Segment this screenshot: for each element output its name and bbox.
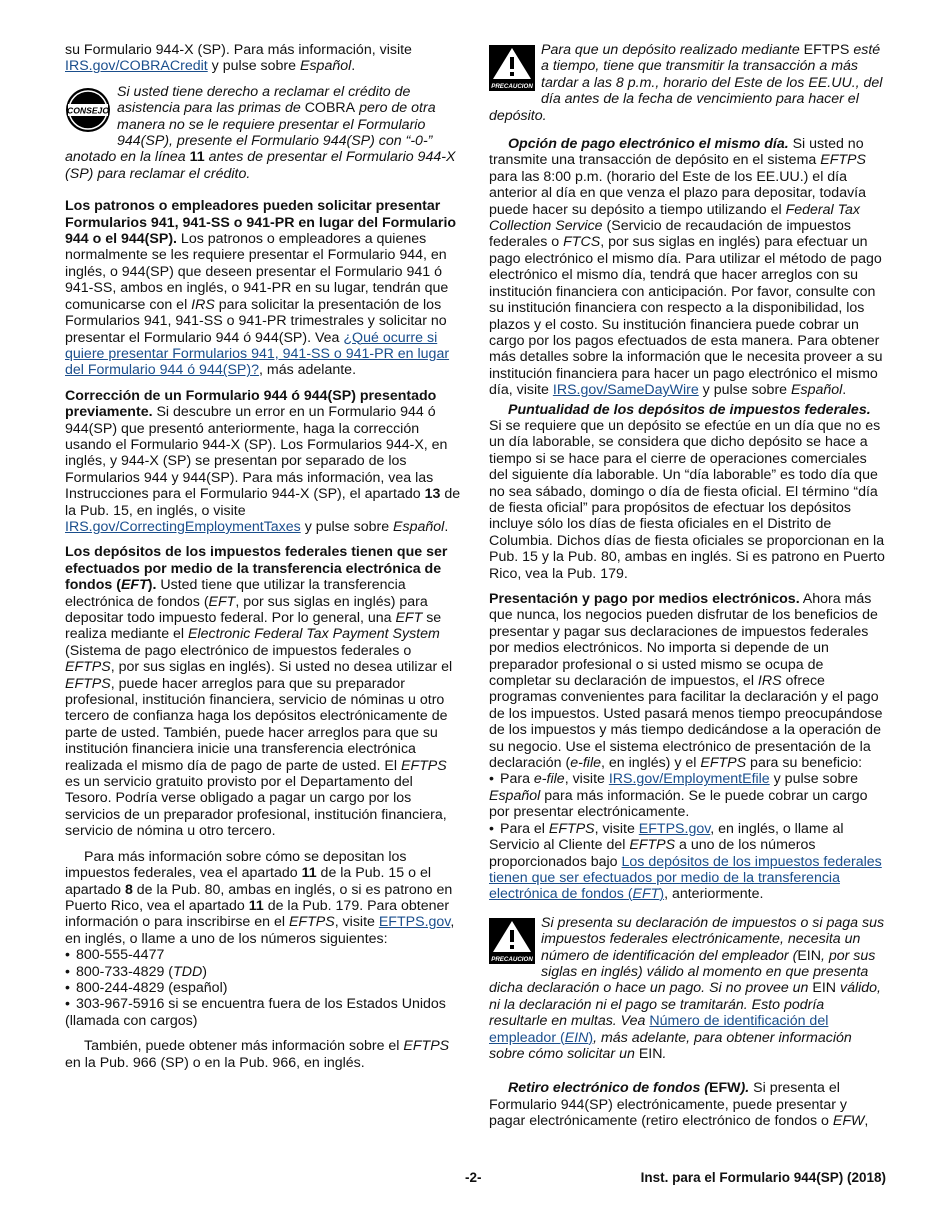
bullet-icon: • xyxy=(65,996,70,1013)
link-eftps-gov[interactable]: EFTPS.gov xyxy=(378,914,451,931)
link-same-day-wire[interactable]: IRS.gov/SameDayWire xyxy=(552,382,699,399)
link-ein-section[interactable]: Número de identificación del empleador (EIN) xyxy=(489,1013,829,1046)
link-eft-deposits-section[interactable]: Los depósitos de los impuestos federales tienen que ser efectuados por medio de la transferencia electrónica de fondos (EFT) xyxy=(489,853,882,903)
list-item: • Para el EFTPS, visite EFTPS.gov, en inglés, o llame al Servicio al Cliente del EFTPS a uno de los números proporcionados bajo Los depósitos de los impuestos federales tienen que ser efectuados por medio de la transferencia electrónica de fondos (EFT), anteriormente. xyxy=(489,820,882,903)
caution-note-ein: PRECAUCION Si presenta su declaración de impuestos o si paga sus impuestos federales electrónicamente, necesita un número de identificación del empleador (EIN, por sus siglas en inglés) válido al momento en que presenta dicha declaración o hace un pago. Si no provee un EIN válido, ni la declaración ni el pago se tramitarán. Esto podría resultarle en multas. Vea Número de identificación del empleador (EIN), más adelante, para obtener información sobre cómo solicitar un EIN. xyxy=(489,914,885,1062)
paragraph-same-day-payment: Opción de pago electrónico el mismo día. Si usted no transmite una transacción de depósito en el sistema EFTPS para las 8:00 p.m. (horario del Este de los EE.UU.) el día anterior al día en que venza el plazo para depositar, todavía puede hacer su depósito a tiempo utilizando el Federal Tax Collection Service (Servicio de recaudación de impuestos federales o FTCS, por sus siglas en inglés) para efectuar un pago electrónico el mismo día. Para utilizar el método de pago electrónico el mismo día, tendrá que hacer arreglos con su institución financiera con anticipación. Por favor, consulte con su institución financiera con respecto a la disponibilidad, los plazos y el costo. Su institución financiera puede cobrar un cargo por los pagos efectuados de esta manera. Para obtener más detalles sobre la información que le necesita proveer a su institución financiera para hacer un pago electrónico el mismo día, visite IRS.gov/SameDayWire y pulse sobre Español. xyxy=(489,136,883,399)
heading-eft-deposits: Los depósitos de los impuestos federales tienen que ser efectuados por medio de la transferencia electrónica de fondos (EFT). xyxy=(65,544,448,594)
link-cobra-credit[interactable]: IRS.gov/COBRACredit xyxy=(65,58,208,75)
link-correcting-employment-taxes[interactable]: IRS.gov/CorrectingEmploymentTaxes xyxy=(65,518,301,535)
consejo-tip-note: CONSEJO Si usted tiene derecho a reclamar el crédito de asistencia para las primas de COBRA pero de otra manera no se le requiere presentar el Formulario 944(SP), presente el Formulario 944(SP) con “-0-” anotado en la línea 11 antes de presentar el Formulario 944-X (SP) para reclamar el crédito. xyxy=(65,83,456,182)
list-item: • 800-555-4477 xyxy=(65,947,165,964)
bullet-icon: • xyxy=(65,979,70,996)
caution-warning-icon xyxy=(489,45,535,91)
paragraph-electronic-filing: Presentación y pago por medios electrónicos. Ahora más que nunca, los negocios pueden disfrutar de los beneficios de presentar y pagar sus declaraciones de impuestos federales por medios electrónicos. No importa si depende de un preparador profesional o si usted mismo se ocupa de completar su declaración de impuestos, el IRS ofrece programas convenientes para facilitar la declaración y el pago de los impuestos. Usted pasará menos tiempo preocupándose de los impuestos y más tiempo dedicándose a la operación de su negocio. Use el sistema electrónico de presentación de la declaración (e-file, en inglés) y el EFTPS para su beneficio: xyxy=(489,591,883,772)
left-column xyxy=(65,42,462,1080)
list-item: • 800-244-4829 (español) xyxy=(65,979,228,996)
phone-list xyxy=(65,947,462,1029)
caution-warning-icon xyxy=(489,918,535,964)
page-number: -2- xyxy=(465,1170,482,1185)
list-item: • Para e-file, visite IRS.gov/EmploymentEfile y pulse sobre Español para más información. Se le puede cobrar un cargo por presentar electrónicamente. xyxy=(489,771,868,821)
paragraph-more-eftps-info: También, puede obtener más información sobre el EFTPS en la Pub. 966 (SP) o en la Pub. 966, en inglés. xyxy=(65,1038,450,1071)
bullet-icon: • xyxy=(65,963,70,980)
paragraph-more-info-deposits: Para más información sobre cómo se depositan los impuestos federales, vea el apartado 11 de la Pub. 15 o el apartado 8 de la Pub. 80, ambas en inglés, o si es patrono en Puerto Rico, vea el apartado 11 de la Pub. 179. Para obtener información o para inscribirse en el EFTPS, visite EFTPS.gov, en inglés, o llame a uno de los números siguientes: xyxy=(65,848,455,947)
link-eftps-gov-2[interactable]: EFTPS.gov xyxy=(638,820,711,837)
heading-electronic-filing: Presentación y pago por medios electrónicos. xyxy=(489,591,800,607)
caution-note-eftps-timing: PRECAUCION Para que un depósito realizado mediante EFTPS esté a tiempo, tiene que transmitir la transacción a más tardar a las 8 p.m., horario del Este de los EE.UU., del día antes de la fecha de vencimiento para hacer el depósito. xyxy=(489,42,883,124)
list-item: • 303-967-5916 si se encuentra fuera de los Estados Unidos (llamada con cargos) xyxy=(65,996,446,1029)
heading-deposit-timeliness: Puntualidad de los depósitos de impuestos federales. xyxy=(508,401,871,418)
svg-text:PRECAUCION: PRECAUCION xyxy=(491,955,533,963)
paragraph-eft-deposits: Los depósitos de los impuestos federales tienen que ser efectuados por medio de la transferencia electrónica de fondos (EFT). Usted tiene que utilizar la transferencia electrónica de fondos (EFT, por sus siglas en inglés) para depositar todo impuesto federal. Por lo general, una EFT se realiza mediante el Electronic Federal Tax Payment System (Sistema de pago electrónico de impuestos federales o EFTPS, por sus siglas en inglés). Si usted no desea utilizar el EFTPS, puede hacer arreglos para que su preparador profesional, institución financiera, servicio de nóminas u otro tercero de confianza haga los depósitos electrónicamente de parte de usted. También, puede hacer arreglos para que su institución financiera inicie una transferencia electrónica realizada el mismo día de pago de parte de usted. El EFTPS es un servicio gratuito provisto por el Departamento del Tesoro. Podría verse obligado a pagar un cargo por los servicios de un preparador profesional, institución financiera, servicio de nómina u otro tercero. xyxy=(65,544,453,840)
heading-request-941: Los patronos o empleadores pueden solicitar presentar Formularios 941, 941-SS o 941-PR en lugar del Formulario 944 o el 944(SP). xyxy=(65,198,457,248)
list-item: • 800-733-4829 (TDD) xyxy=(65,963,207,980)
paragraph-correction: Corrección de un Formulario 944 ó 944(SP) presentado previamente. Si descubre un error en un Formulario 944 ó 944(SP) que presentó anteriormente, haga la corrección usando el Formulario 944-X (SP). Los Formularios 944-X, en inglés, y 944-X (SP) se presentan por separado de los Formularios 944 y 944(SP). Para más información, vea las Instrucciones para el Formulario 944-X (SP), el apartado 13 de la Pub. 15, en inglés, o visite IRS.gov/CorrectingEmploymentTaxes y pulse sobre Español. xyxy=(65,387,461,535)
bullet-icon: • xyxy=(489,771,494,788)
svg-text:CONSEJO: CONSEJO xyxy=(66,105,110,116)
paragraph-cobra-intro: su Formulario 944-X (SP). Para más información, visite IRS.gov/COBRACredit y pulse sobre Español. xyxy=(65,42,412,75)
svg-text:PRECAUCION: PRECAUCION xyxy=(491,83,533,90)
heading-correction: Corrección de un Formulario 944 ó 944(SP) presentado previamente. xyxy=(65,387,437,421)
paragraph-efw: Retiro electrónico de fondos (EFW). Si presenta el Formulario 944(SP) electrónicamente, puede presentar y pagar electrónicamente (retiro electrónico de fondos o EFW, xyxy=(489,1080,869,1130)
link-employment-efile[interactable]: IRS.gov/EmploymentEfile xyxy=(608,771,770,788)
consejo-tip-icon xyxy=(65,87,111,133)
link-what-if-941[interactable]: ¿Qué ocurre si quiere presentar Formularios 941, 941-SS o 941-PR en lugar del Formulario 944 ó 944(SP)? xyxy=(65,329,450,379)
right-column xyxy=(489,42,886,1139)
heading-same-day-payment: Opción de pago electrónico el mismo día. xyxy=(508,136,789,153)
bullet-icon: • xyxy=(65,947,70,964)
bullet-icon: • xyxy=(489,820,494,837)
footer-title: Inst. para el Formulario 944(SP) (2018) xyxy=(640,1170,886,1185)
heading-efw: Retiro electrónico de fondos (EFW). xyxy=(508,1080,750,1097)
paragraph-request-941: Los patronos o empleadores pueden solicitar presentar Formularios 941, 941-SS o 941-PR en lugar del Formulario 944 o el 944(SP). Los patronos o empleadores a quienes normalmente se les requiere presentar el Formulario 944, en inglés, o 944(SP) que deseen presentar el Formulario 941 ó 941-SS, ambos en inglés, o 941-PR en su lugar, tendrán que comunicarse con el IRS para solicitar la presentación de los Formularios 941, 941-SS o 941-PR trimestrales y solicitar no presentar el Formulario 944 ó 944(SP). Vea ¿Qué ocurre si quiere presentar Formularios 941, 941-SS o 941-PR en lugar del Formulario 944 ó 944(SP)?, más adelante. xyxy=(65,198,457,379)
paragraph-deposit-timeliness: Puntualidad de los depósitos de impuestos federales. Si se requiere que un depósito se efectúe en un día que no es un día laborable, se considera que dicho depósito se hace a tiempo si se hace para el cierre de operaciones comerciales del siguiente día laborable. Un “día laborable” es todo día que no sea sábado, domingo o día de fiesta oficial. El término “día de fiesta oficial” para propósitos de efectuar los depósitos incluye sólo los días de fiesta oficiales en el Distrito de Columbia. Dichos días de fiesta oficiales se proporcionan en la Pub. 15 y la Pub. 80, ambas en inglés. Si es patrono en Puerto Rico, vea la Pub. 179. xyxy=(489,401,885,582)
